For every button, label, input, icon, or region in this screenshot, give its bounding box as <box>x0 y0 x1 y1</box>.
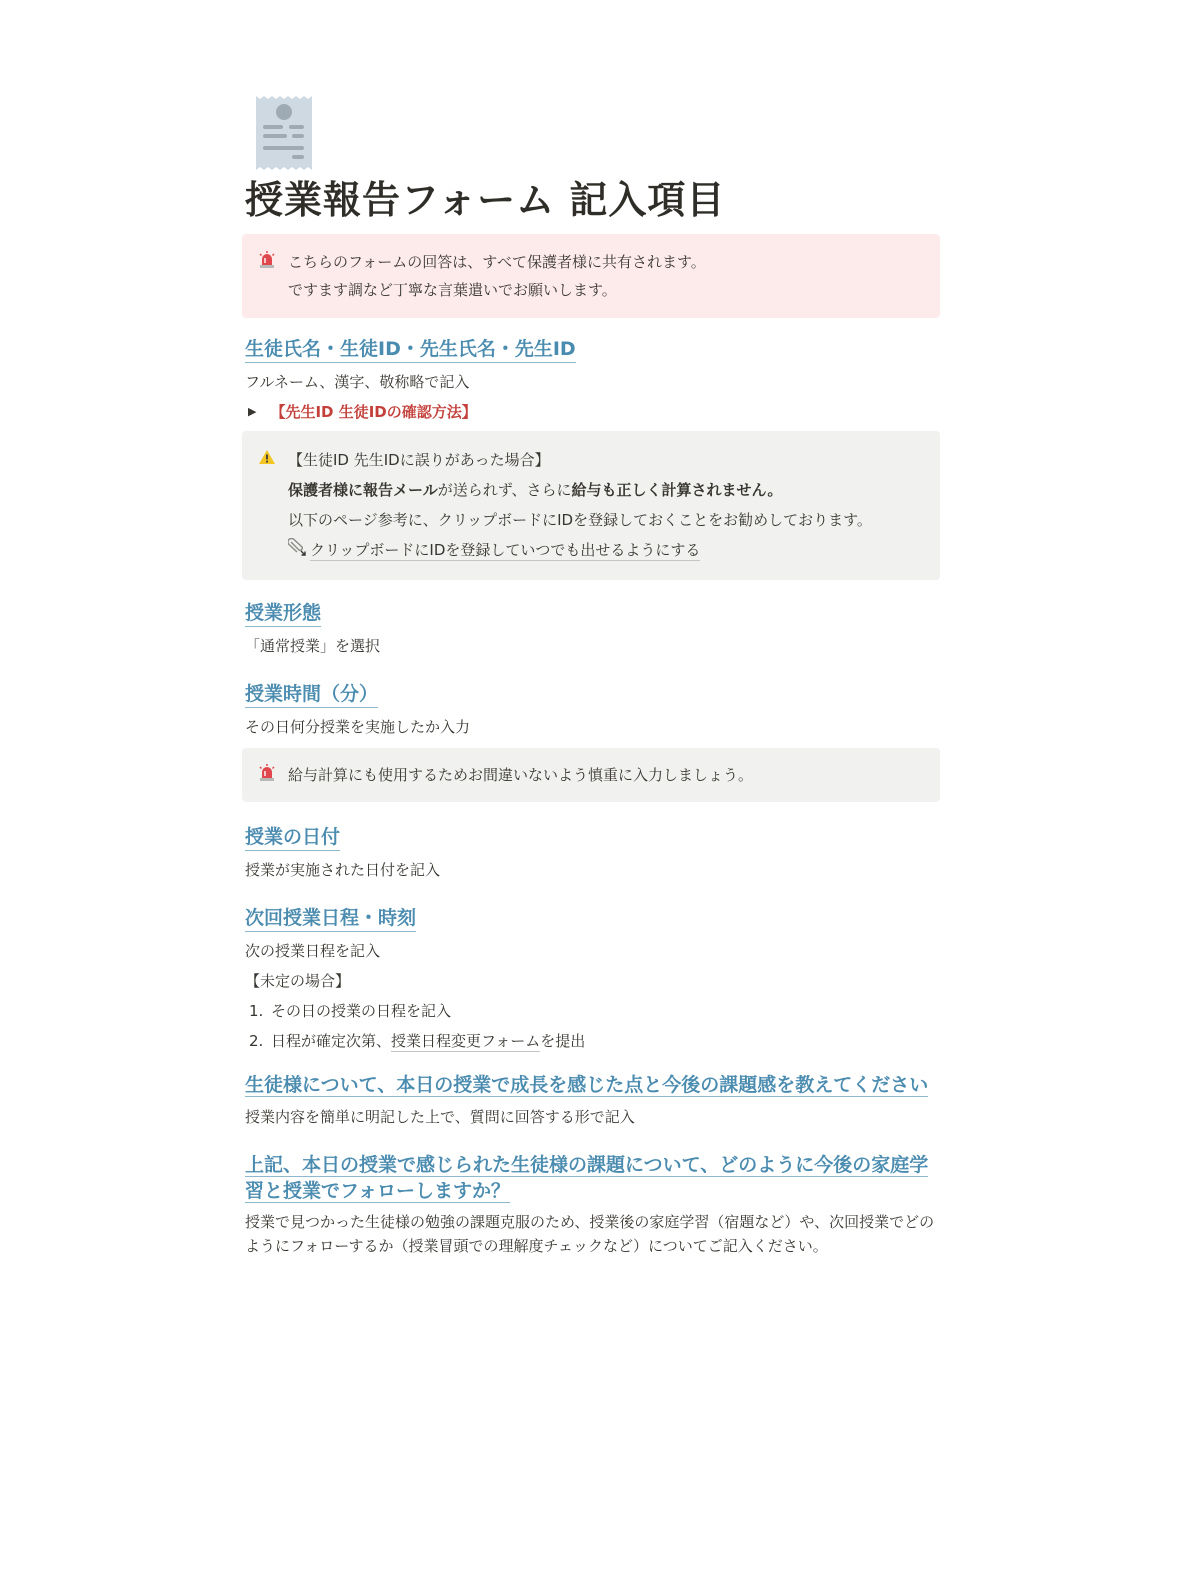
format-description: 「通常授業」を選択 <box>245 636 381 655</box>
heading-text[interactable]: 上記、本日の授業で感じられた生徒様の課題について、どのように今後の家庭学習と授業でフォローしますか？ <box>245 1153 929 1202</box>
undecided-label: 【未定の場合】 <box>245 971 351 990</box>
duration-callout-text: 給与計算にも使用するためお間違いないよう慎重に入力しましょう。 <box>288 765 754 784</box>
notice-callout <box>242 234 940 318</box>
heading-student-growth[interactable] <box>245 1072 935 1098</box>
growth-description: 授業内容を簡単に明記した上で、質問に回答する形で記入 <box>245 1107 635 1126</box>
warning-title: 【生徒ID 先生IDに誤りがあった場合】 <box>288 451 550 469</box>
toggle-id-check-method[interactable] <box>248 399 940 425</box>
siren-icon <box>258 248 288 273</box>
page-title: 授業報告フォーム 記入項目 <box>245 178 726 222</box>
toggle-triangle-icon[interactable]: ▶ <box>248 405 257 418</box>
heading-text[interactable]: 生徒様について、本日の授業で成長を感じた点と今後の課題感を教えてください <box>245 1073 929 1096</box>
heading-next-lesson[interactable]: 次回授業日程・時刻 <box>245 905 416 932</box>
id-warning-callout <box>242 431 940 580</box>
list-text: その日の授業の日程を記入 <box>271 1001 452 1020</box>
toggle-label[interactable]: 【先生ID 生徒IDの確認方法】 <box>270 403 477 421</box>
list-text: 日程が確定次第、 <box>271 1031 392 1050</box>
list-item <box>249 1026 940 1056</box>
numbered-list <box>249 996 940 1056</box>
warning-emphasis-mail: 保護者様に報告メール <box>288 481 438 499</box>
heading-lesson-format[interactable]: 授業形態 <box>245 600 321 627</box>
ids-description: フルネーム、漢字、敬称略で記入 <box>245 373 470 391</box>
clipboard-page-link[interactable] <box>288 535 924 566</box>
list-number: 1. <box>249 1001 264 1020</box>
notice-line-1: こちらのフォームの回答は、すべて保護者様に共有されます。 <box>288 253 706 271</box>
paperclip-link-icon <box>288 536 310 566</box>
heading-lesson-date[interactable]: 授業の日付 <box>245 824 340 851</box>
warning-line-3: 以下のページ参考に、クリップボードにIDを登録しておくことをお勧めしております。 <box>288 511 872 529</box>
warning-icon <box>258 445 288 470</box>
warning-line-2 <box>288 475 924 505</box>
receipt-icon[interactable] <box>252 94 326 172</box>
list-item <box>249 996 940 1026</box>
heading-student-teacher-ids[interactable]: 生徒氏名・生徒ID・先生氏名・先生ID <box>245 336 576 363</box>
heading-lesson-duration[interactable]: 授業時間（分） <box>245 681 378 708</box>
notice-line-2: ですます調など丁寧な言葉遣いでお願いします。 <box>288 281 617 299</box>
duration-callout <box>242 748 940 802</box>
list-number: 2. <box>249 1031 264 1050</box>
followup-description: 授業で見つかった生徒様の勉強の課題克服のため、授業後の家庭学習（宿題など）や、次回授業でどのようにフォローするか（授業冒頭での理解度チェックなど）についてご記入ください。 <box>245 1212 935 1255</box>
date-description: 授業が実施された日付を記入 <box>245 860 441 879</box>
warning-connector: が送られず、さらに <box>437 481 572 499</box>
list-text-suffix: を提出 <box>540 1031 586 1050</box>
siren-icon <box>258 761 288 786</box>
warning-emphasis-salary: 給与も正しく計算されません。 <box>571 481 783 499</box>
clipboard-link-text[interactable]: クリップボードにIDを登録していつでも出せるようにする <box>310 541 701 559</box>
duration-description: その日何分授業を実施したか入力 <box>245 717 471 736</box>
page-content <box>242 94 940 1258</box>
next-description: 次の授業日程を記入 <box>245 941 381 960</box>
heading-followup-plan[interactable] <box>245 1152 935 1204</box>
schedule-change-form-link[interactable]: 授業日程変更フォーム <box>391 1031 541 1050</box>
